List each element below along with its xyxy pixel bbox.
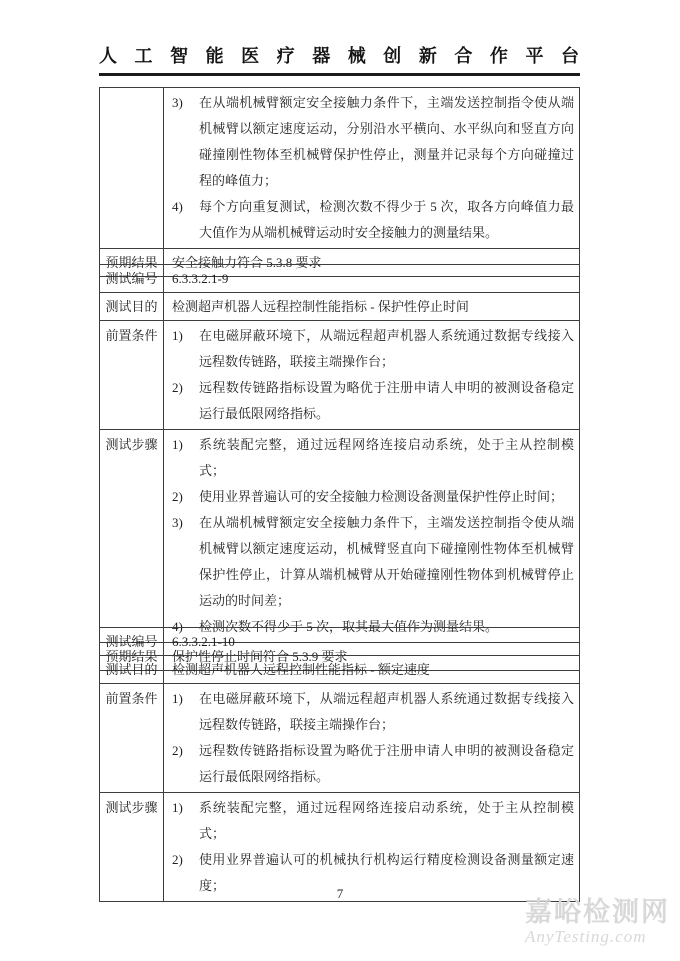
page-header bbox=[99, 42, 580, 76]
step-number: 4) bbox=[172, 619, 183, 634]
test-case-table bbox=[99, 627, 580, 902]
step-text: 远程数传链路指标设置为略优于注册申请人申明的被测设备稳定运行最低限网络指标。 bbox=[199, 743, 574, 784]
step-number: 1) bbox=[172, 328, 183, 343]
row-label: 测试步骤 bbox=[100, 430, 164, 642]
step-number: 1) bbox=[172, 437, 183, 452]
row-label: 预期结果 bbox=[100, 249, 164, 276]
page-number: 7 bbox=[336, 886, 344, 901]
row-content bbox=[164, 321, 579, 429]
table-row-test-purpose bbox=[100, 293, 579, 321]
step-text: 使用业界普遍认可的机械执行机构运行精度检测设备测量额定速度； bbox=[199, 852, 574, 893]
row-label bbox=[100, 88, 164, 248]
table-row-test-purpose bbox=[100, 656, 579, 684]
watermark-site-name: 嘉峪检测网 bbox=[525, 897, 670, 927]
watermark-url: AnyTesting.com bbox=[525, 926, 647, 946]
row-label: 前置条件 bbox=[100, 684, 164, 792]
row-content: 安全接触力符合 5.3.8 要求 bbox=[172, 254, 322, 270]
row-label: 测试编号 bbox=[100, 265, 164, 292]
table-row-preconditions bbox=[100, 684, 579, 793]
row-content: 6.3.3.2.1-10 bbox=[172, 633, 235, 649]
row-label: 测试步骤 bbox=[100, 793, 164, 901]
step-item bbox=[172, 194, 574, 246]
step-item bbox=[172, 90, 574, 194]
row-content bbox=[164, 88, 579, 248]
step-item bbox=[172, 375, 574, 427]
step-number: 1) bbox=[172, 691, 183, 706]
table-row bbox=[100, 88, 579, 249]
step-number: 2) bbox=[172, 852, 183, 867]
row-content bbox=[164, 793, 579, 901]
step-number: 2) bbox=[172, 743, 183, 758]
step-item bbox=[172, 738, 574, 790]
row-content: 检测超声机器人远程控制性能指标 - 额定速度 bbox=[172, 661, 430, 677]
step-number: 1) bbox=[172, 800, 183, 815]
step-text: 远程数传链路指标设置为略优于注册申请人申明的被测设备稳定运行最低限网络指标。 bbox=[199, 380, 574, 421]
row-content: 保护性停止时间符合 5.3.9 要求 bbox=[172, 648, 348, 664]
watermark bbox=[525, 898, 670, 946]
step-text: 系统装配完整，通过远程网络连接启动系统，处于主从控制模式； bbox=[199, 800, 574, 841]
row-content: 检测超声机器人远程控制性能指标 - 保护性停止时间 bbox=[172, 298, 469, 314]
step-item bbox=[172, 686, 574, 738]
step-text: 使用业界普遍认可的安全接触力检测设备测量保护性停止时间； bbox=[199, 489, 564, 504]
step-number: 2) bbox=[172, 489, 183, 504]
test-case-table bbox=[99, 264, 580, 671]
row-label: 测试目的 bbox=[100, 656, 164, 683]
step-item bbox=[172, 484, 574, 510]
step-text: 在电磁屏蔽环境下，从端远程超声机器人系统通过数据专线接入远程数传链路，联接主端操作台； bbox=[199, 691, 574, 732]
step-item bbox=[172, 323, 574, 375]
table-row-test-steps bbox=[100, 430, 579, 643]
step-text: 每个方向重复测试，检测次数不得少于 5 次，取各方向峰值力最大值作为从端机械臂运动时安全接触力的测量结果。 bbox=[199, 199, 574, 240]
step-text: 在电磁屏蔽环境下，从端远程超声机器人系统通过数据专线接入远程数传链路，联接主端操作台； bbox=[199, 328, 574, 369]
step-text: 在从端机械臂额定安全接触力条件下，主端发送控制指令使从端机械臂以额定速度运动，分别沿水平横向、水平纵向和竖直方向碰撞刚性物体至机械臂保护性停止，测量并记录每个方向碰撞过程的峰值力； bbox=[199, 95, 574, 188]
step-number: 3) bbox=[172, 95, 183, 110]
header-title: 人 工 智 能 医 疗 器 械 创 新 合 作 平 台 bbox=[99, 46, 580, 66]
row-label: 预期结果 bbox=[100, 643, 164, 670]
table-row-test-id bbox=[100, 628, 579, 656]
table-row-test-steps bbox=[100, 793, 579, 901]
row-label: 测试目的 bbox=[100, 293, 164, 320]
step-item bbox=[172, 432, 574, 484]
row-content bbox=[164, 684, 579, 792]
table-row-test-id bbox=[100, 265, 579, 293]
test-case-table-continued bbox=[99, 87, 580, 277]
step-text: 在从端机械臂额定安全接触力条件下，主端发送控制指令使从端机械臂以额定速度运动，机械臂竖直向下碰撞刚性物体至机械臂保护性停止，计算从端机械臂从开始碰撞刚性物体到机械臂停止运动的时间差； bbox=[199, 515, 574, 608]
table-row-preconditions bbox=[100, 321, 579, 430]
row-label: 前置条件 bbox=[100, 321, 164, 429]
step-text: 检测次数不得少于 5 次，取其最大值作为测量结果。 bbox=[199, 619, 499, 634]
step-item bbox=[172, 795, 574, 847]
step-text: 系统装配完整，通过远程网络连接启动系统，处于主从控制模式； bbox=[199, 437, 574, 478]
step-item bbox=[172, 510, 574, 614]
step-number: 2) bbox=[172, 380, 183, 395]
row-label: 测试编号 bbox=[100, 628, 164, 655]
row-content bbox=[164, 430, 579, 642]
step-number: 3) bbox=[172, 515, 183, 530]
row-content: 6.3.3.2.1-9 bbox=[172, 270, 229, 286]
step-number: 4) bbox=[172, 199, 183, 214]
header-rule bbox=[99, 73, 580, 76]
